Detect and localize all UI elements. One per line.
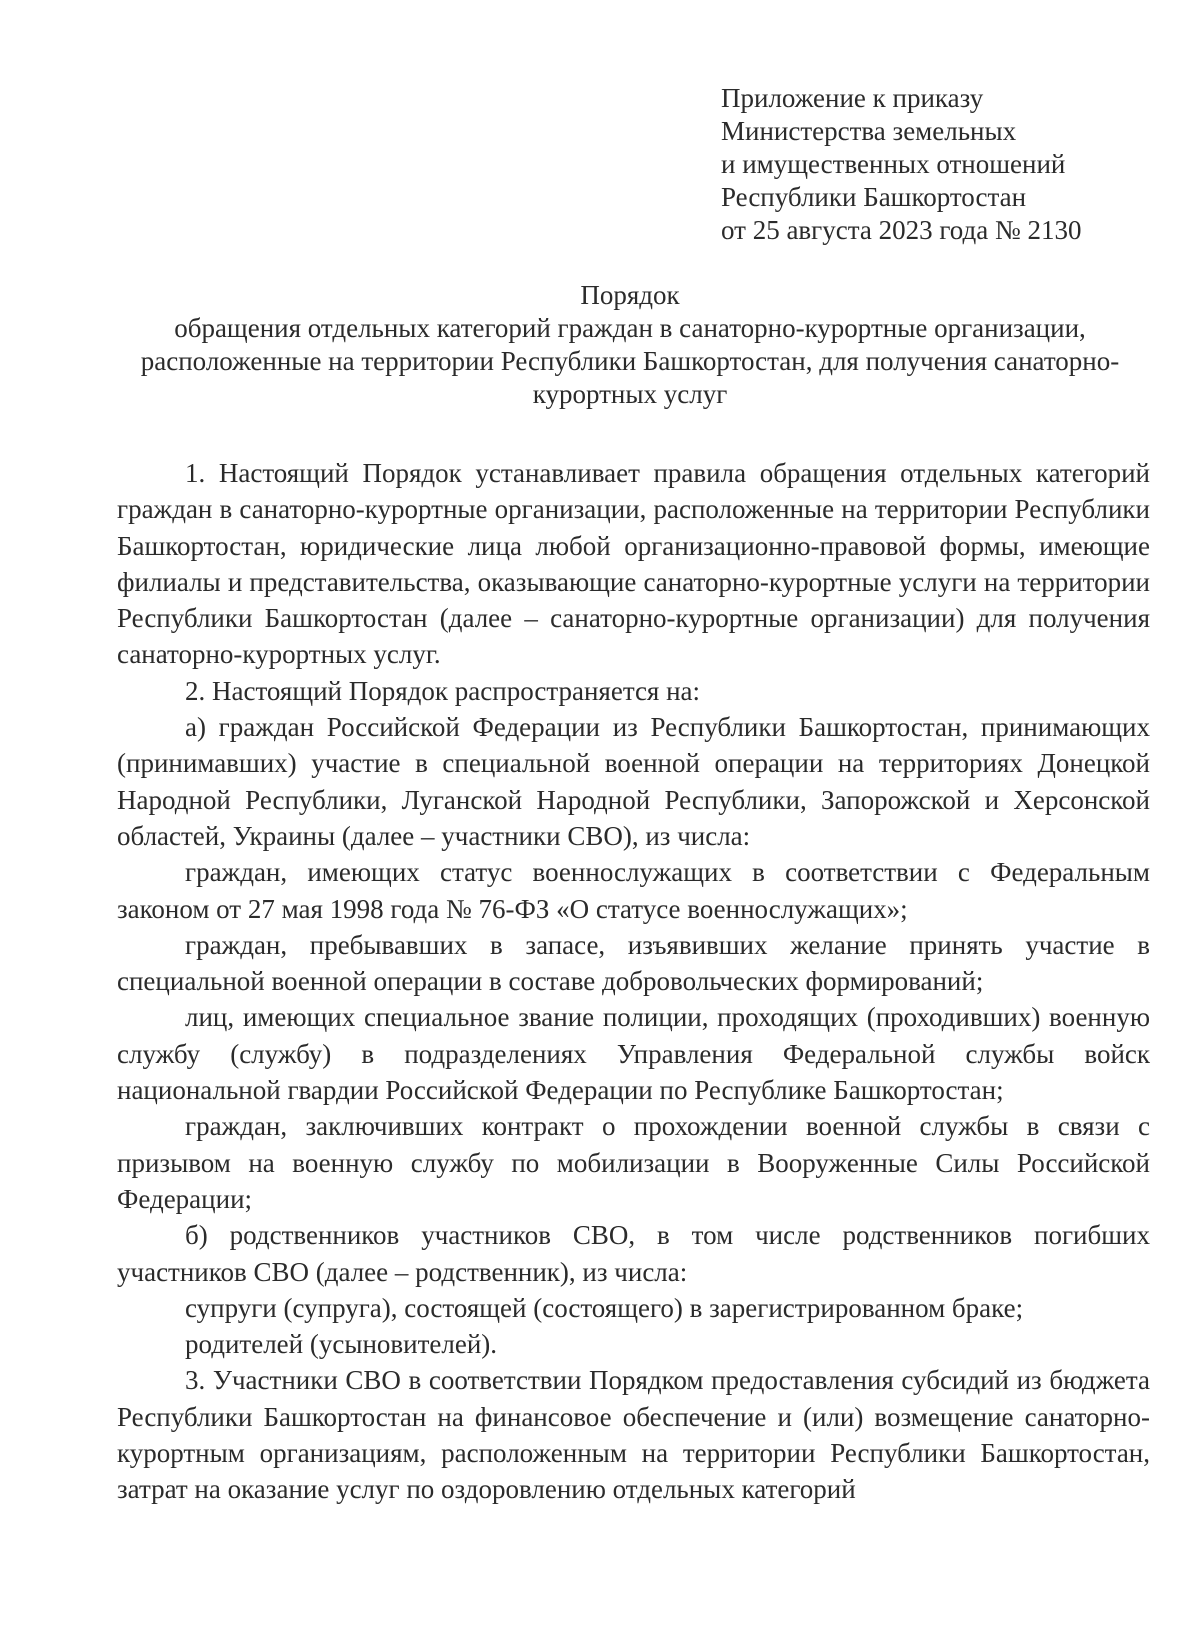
appendix-line: Министерства земельных bbox=[721, 116, 1017, 146]
appendix-header bbox=[721, 82, 1081, 247]
paragraph-3: 3. Участники СВО в соответствии Порядком предоставления субсидий из бюджета Республики Башкортостан на финансовое обеспечение и (или) возмещение санаторно-курортным организациям, расположенным на территории Республики Башкортостан, затрат на оказание услуг по оздоровлению отдельных категорий bbox=[117, 1365, 1150, 1505]
title-subtitle-line: обращения отдельных категорий граждан в санаторно-курортные организации, bbox=[174, 313, 1086, 343]
document-title bbox=[100, 279, 1160, 411]
paragraph-2a-item-2: граждан, пребывавших в запасе, изъявивших желание принять участие в специальной военной операции в составе добровольческих формирований; bbox=[117, 929, 1150, 997]
appendix-line: от 25 августа 2023 года № 2130 bbox=[721, 215, 1082, 245]
document-body bbox=[117, 455, 1150, 1508]
paragraph-1: 1. Настоящий Порядок устанавливает правила обращения отдельных категорий граждан в санаторно-курортные организации, расположенные на территории Республики Башкортостан, юридические лица любой организационно-правовой формы, имеющие филиалы и представительства, оказывающие санаторно-курортные услуги на территории Республики Башкортостан (далее – санаторно-курортные организации) для получения санаторно-курортных услуг. bbox=[117, 458, 1150, 670]
paragraph-2: 2. Настоящий Порядок распространяется на: bbox=[185, 675, 701, 706]
title-subtitle-line: расположенные на территории Республики Башкортостан, для получения санаторно- bbox=[140, 346, 1120, 376]
appendix-line: и имущественных отношений bbox=[721, 149, 1066, 179]
paragraph-2b-item-1: супруги (супруга), состоящей (состоящего) в зарегистрированном браке; bbox=[185, 1292, 1024, 1323]
paragraph-2a-item-3: лиц, имеющих специальное звание полиции, проходящих (проходивших) военную службу (службу) в подразделениях Управления Федеральной службы войск национальной гвардии Российской Федерации по Республике Башкортостан; bbox=[117, 1002, 1150, 1106]
paragraph-2a-item-1: граждан, имеющих статус военнослужащих в соответствии с Федеральным законом от 27 мая 1998 года № 76-ФЗ «О статусе военнослужащих»; bbox=[117, 857, 1150, 924]
title-subtitle-line: курортных услуг bbox=[532, 379, 728, 409]
paragraph-2a: а) граждан Российской Федерации из Республики Башкортостан, принимающих (принимавших) участие в специальной военной операции на территориях Донецкой Народной Республики, Луганской Народной Республики, Запорожской и Херсонской областей, Украины (далее – участники СВО), из числа: bbox=[117, 712, 1150, 851]
appendix-line: Приложение к приказу bbox=[721, 83, 984, 113]
title-heading: Порядок bbox=[580, 280, 680, 310]
appendix-line: Республики Башкортостан bbox=[721, 182, 1027, 212]
paragraph-2a-item-4: граждан, заключивших контракт о прохождении военной службы в связи с призывом на военную службу по мобилизации в Вооруженные Силы Российской Федерации; bbox=[117, 1111, 1150, 1214]
paragraph-2b-item-2: родителей (усыновителей). bbox=[185, 1329, 498, 1360]
paragraph-2b: б) родственников участников СВО, в том числе родственников погибших участников СВО (далее – родственник), из числа: bbox=[117, 1220, 1150, 1287]
